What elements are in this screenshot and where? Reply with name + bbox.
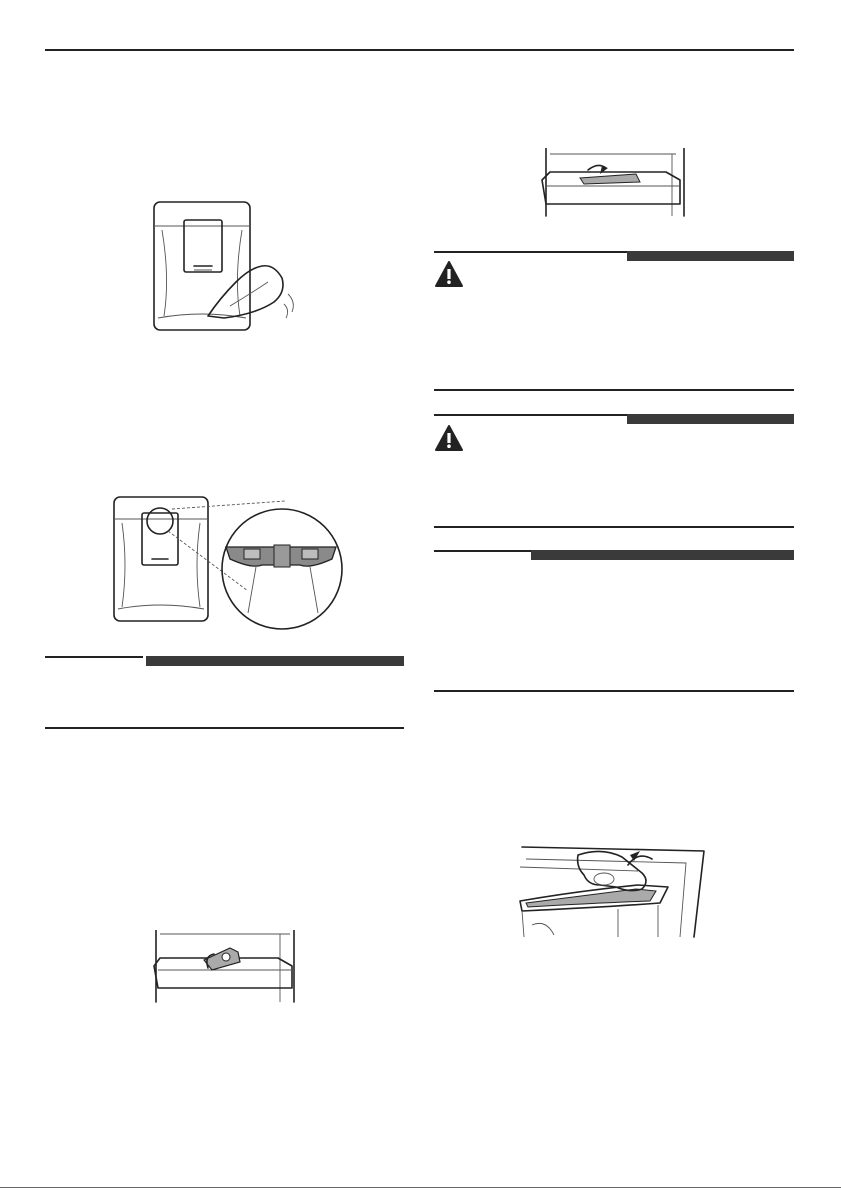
- note-right-header-bar: [531, 550, 794, 560]
- warning-triangle-icon: [434, 260, 464, 288]
- dispenser-cleaning-illustration: [150, 198, 310, 336]
- shelf-tilt-illustration: [540, 148, 690, 218]
- note-left-header-bar: [146, 656, 404, 666]
- warning-2-top-rule: [434, 414, 628, 416]
- warning-2-header-bar: [627, 414, 794, 424]
- warning-1-bottom-rule: [434, 389, 794, 391]
- note-right-top-rule: [434, 550, 532, 552]
- note-left-bottom-rule: [45, 727, 404, 729]
- note-right-bottom-rule: [434, 690, 794, 692]
- note-left-top-rule: [45, 656, 143, 658]
- shelf-lever-illustration: [150, 930, 300, 1004]
- footer-rule: [0, 1187, 841, 1188]
- header-rule: [45, 49, 794, 51]
- dispenser-spout-detail-illustration: [110, 495, 345, 645]
- warning-triangle-icon: [434, 424, 464, 452]
- warning-1-top-rule: [434, 251, 628, 253]
- shelf-lift-hand-illustration: [518, 845, 708, 939]
- warning-2-bottom-rule: [434, 526, 794, 528]
- warning-1-header-bar: [627, 251, 794, 261]
